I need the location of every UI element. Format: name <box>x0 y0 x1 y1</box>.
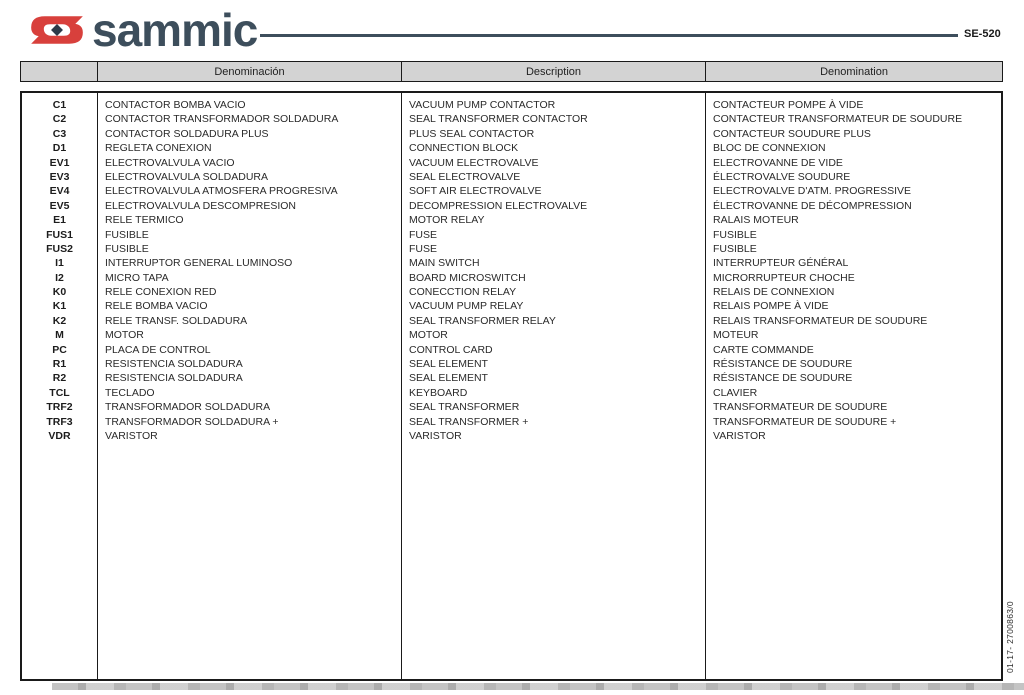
table-row-en-cell: VACUUM PUMP RELAY <box>409 300 524 313</box>
denominacion-column <box>98 93 402 679</box>
doc-ref-vertical: 01-17- 2700863/0 <box>1005 601 1015 673</box>
table-row-es-cell: ELECTROVALVULA SOLDADURA <box>105 170 268 183</box>
table-row-code-cell: FUS1 <box>46 228 73 241</box>
table-row-code-cell: C3 <box>52 127 67 140</box>
scan-edge-band <box>52 683 1024 690</box>
legend-table-body <box>20 91 1003 681</box>
table-row-code-cell: R1 <box>52 358 67 371</box>
brand-header <box>28 4 257 56</box>
table-row-code-cell: M <box>55 329 64 342</box>
denomination-column <box>706 93 1001 679</box>
table-row-en-cell: DECOMPRESSION ELECTROVALVE <box>409 199 588 212</box>
model-label: SE-520 <box>964 28 1001 40</box>
table-row-es-cell: CONTACTOR BOMBA VACIO <box>105 99 246 111</box>
table-row-en-cell: KEYBOARD <box>409 386 468 399</box>
table-row-fr-cell: RALAIS MOTEUR <box>713 214 799 227</box>
table-row-en-cell: SEAL TRANSFORMER CONTACTOR <box>409 113 588 126</box>
table-row-code-cell: K2 <box>52 314 67 327</box>
table-row-es-cell: REGLETA CONEXION <box>105 142 212 155</box>
table-row-en-cell: FUSE <box>409 242 438 255</box>
table-row-en-cell: VACUUM PUMP CONTACTOR <box>409 99 556 111</box>
table-row-fr-cell: ELECTROVALVE D'ATM. PROGRESSIVE <box>713 185 912 198</box>
header-cell-code <box>21 62 97 81</box>
table-row-code-cell: E1 <box>53 214 66 227</box>
table-row-es-cell: CONTACTOR TRANSFORMADOR SOLDADURA <box>105 113 339 126</box>
table-row-fr-cell: ELECTROVANNE DE VIDE <box>713 156 843 169</box>
table-row-en-cell: SEAL TRANSFORMER + <box>409 415 529 428</box>
table-row-fr-cell: VARISTOR <box>713 429 766 442</box>
table-row-fr-cell: MOTEUR <box>713 329 759 342</box>
table-row-code-cell: K0 <box>52 286 67 299</box>
table-row-code-cell: I1 <box>55 257 64 270</box>
table-row-fr-cell: FUSIBLE <box>713 242 757 255</box>
table-row-en-cell: MAIN SWITCH <box>409 257 480 270</box>
table-row-en-cell: BOARD MICROSWITCH <box>409 271 526 284</box>
table-row-en-cell: MOTOR <box>409 329 448 342</box>
table-row-es-cell: ELECTROVALVULA VACIO <box>105 156 235 169</box>
brand-wordmark: sammic <box>92 4 258 56</box>
table-row-fr-cell: CONTACTEUR SOUDURE PLUS <box>713 127 871 140</box>
header-cell-description: Description <box>401 62 705 81</box>
table-row-fr-cell: ÉLECTROVANNE DE DÉCOMPRESSION <box>713 199 912 212</box>
table-row-es-cell: VARISTOR <box>105 429 158 442</box>
sammic-logo-icon <box>28 4 86 56</box>
table-row-es-cell: FUSIBLE <box>105 228 149 241</box>
table-row-fr-cell: FUSIBLE <box>713 228 757 241</box>
table-row-fr-cell: CONTACTEUR TRANSFORMATEUR DE SOUDURE <box>713 113 963 126</box>
header-rule <box>260 34 958 37</box>
table-row-en-cell: CONTROL CARD <box>409 343 493 356</box>
table-row-es-cell: INTERRUPTOR GENERAL LUMINOSO <box>105 257 293 270</box>
table-row-code-cell: C2 <box>52 113 67 126</box>
table-row-code-cell: EV3 <box>49 170 70 183</box>
table-row-es-cell: TRANSFORMADOR SOLDADURA <box>105 401 271 414</box>
table-row-fr-cell: RÉSISTANCE DE SOUDURE <box>713 372 853 385</box>
table-row-en-cell: SEAL ELEMENT <box>409 358 488 371</box>
table-row-fr-cell: RÉSISTANCE DE SOUDURE <box>713 358 853 371</box>
table-row-fr-cell: INTERRUPTEUR GÉNÉRAL <box>713 257 849 270</box>
table-row-code-cell: EV4 <box>49 185 70 198</box>
table-row-es-cell: RELE CONEXION RED <box>105 286 217 299</box>
table-row-es-cell: RESISTENCIA SOLDADURA <box>105 372 243 385</box>
table-row-en-cell: SOFT AIR ELECTROVALVE <box>409 185 542 198</box>
table-row-en-cell: SEAL TRANSFORMER <box>409 401 520 414</box>
table-row-code-cell: EV5 <box>49 199 70 212</box>
table-row-en-cell: CONECCTION RELAY <box>409 286 517 299</box>
header-cell-denominacion: Denominación <box>97 62 401 81</box>
table-row-es-cell: MOTOR <box>105 329 144 342</box>
table-row-fr-cell: TRANSFORMATEUR DE SOUDURE <box>713 401 888 414</box>
table-row-en-cell: FUSE <box>409 228 438 241</box>
table-row-en-cell: VACUUM ELECTROVALVE <box>409 156 539 169</box>
table-row-es-cell: RELE BOMBA VACIO <box>105 300 208 313</box>
table-row-code-cell: C1 <box>52 99 67 111</box>
table-row-en-cell: SEAL ELEMENT <box>409 372 488 385</box>
table-row-code-cell: R2 <box>52 372 67 385</box>
table-row-es-cell: ELECTROVALVULA DESCOMPRESION <box>105 199 296 212</box>
table-row-fr-cell: RELAIS DE CONNEXION <box>713 286 835 299</box>
table-row-fr-cell: BLOC DE CONNEXION <box>713 142 826 155</box>
table-row-es-cell: TRANSFORMADOR SOLDADURA + <box>105 415 279 428</box>
table-row-code-cell: K1 <box>52 300 67 313</box>
table-row-en-cell: PLUS SEAL CONTACTOR <box>409 127 535 140</box>
table-row-es-cell: CONTACTOR SOLDADURA PLUS <box>105 127 269 140</box>
table-row-en-cell: SEAL ELECTROVALVE <box>409 170 521 183</box>
table-row-es-cell: MICRO TAPA <box>105 271 169 284</box>
table-row-fr-cell: CONTACTEUR POMPE À VIDE <box>713 99 864 111</box>
table-row-es-cell: FUSIBLE <box>105 242 149 255</box>
table-row-en-cell: MOTOR RELAY <box>409 214 485 227</box>
table-row-code-cell: TCL <box>49 386 70 399</box>
table-row-code-cell: PC <box>52 343 67 356</box>
table-row-fr-cell: CARTE COMMANDE <box>713 343 814 356</box>
table-row-fr-cell: RELAIS TRANSFORMATEUR DE SOUDURE <box>713 314 928 327</box>
table-row-es-cell: RELE TRANSF. SOLDADURA <box>105 314 248 327</box>
table-row-es-cell: TECLADO <box>105 386 155 399</box>
table-row-fr-cell: TRANSFORMATEUR DE SOUDURE + <box>713 415 897 428</box>
table-row-es-cell: PLACA DE CONTROL <box>105 343 211 356</box>
table-row-en-cell: VARISTOR <box>409 429 462 442</box>
table-row-es-cell: ELECTROVALVULA ATMOSFERA PROGRESIVA <box>105 185 338 198</box>
description-column <box>402 93 706 679</box>
table-row-fr-cell: RELAIS POMPE À VIDE <box>713 300 829 313</box>
table-row-es-cell: RELE TERMICO <box>105 214 184 227</box>
table-row-fr-cell: ÉLECTROVALVE SOUDURE <box>713 170 851 183</box>
code-column <box>22 93 98 679</box>
table-row-code-cell: EV1 <box>49 156 70 169</box>
table-row-code-cell: TRF3 <box>46 415 73 428</box>
table-row-es-cell: RESISTENCIA SOLDADURA <box>105 358 243 371</box>
table-row-en-cell: SEAL TRANSFORMER RELAY <box>409 314 556 327</box>
table-row-code-cell: VDR <box>48 429 71 442</box>
table-row-code-cell: TRF2 <box>46 401 73 414</box>
table-row-fr-cell: CLAVIER <box>713 386 758 399</box>
table-row-fr-cell: MICRORRUPTEUR CHOCHE <box>713 271 855 284</box>
table-row-code-cell: I2 <box>55 271 64 284</box>
header-cell-denomination: Denomination <box>705 62 1002 81</box>
table-row-en-cell: CONNECTION BLOCK <box>409 142 519 155</box>
legend-table-header <box>20 61 1003 82</box>
table-row-code-cell: D1 <box>52 142 67 155</box>
table-row-code-cell: FUS2 <box>46 242 73 255</box>
